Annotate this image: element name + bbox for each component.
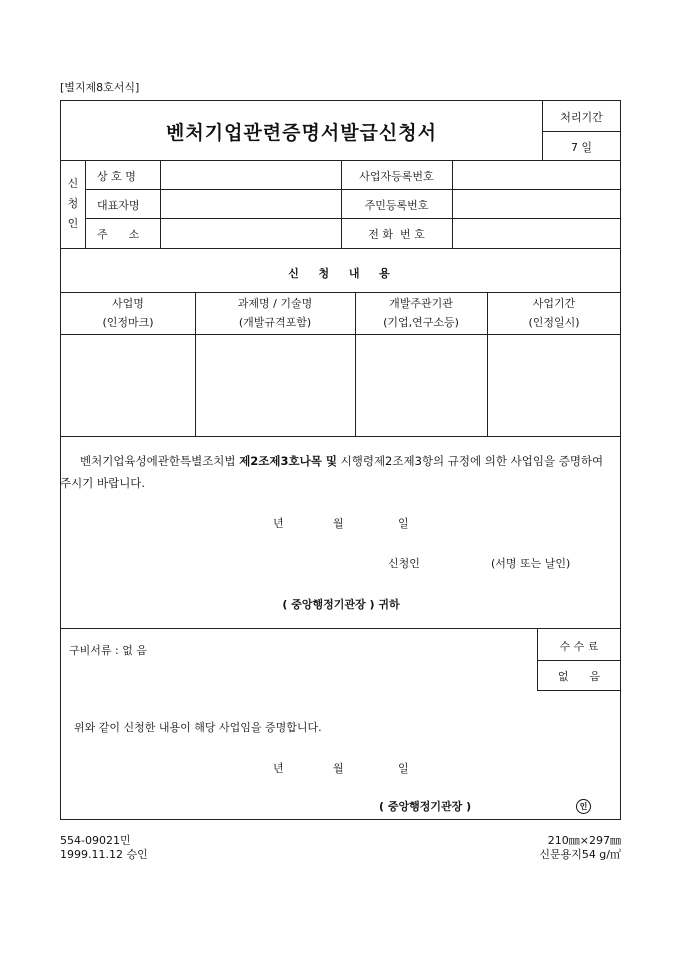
divider [61,248,621,249]
cert-date-month-label: 월 [333,762,344,775]
application-form [60,100,621,820]
divider [160,160,161,248]
divider [85,189,621,190]
divider [85,160,86,248]
statement-text-1: 벤처기업육성에관한특별조치법 [80,454,240,468]
divider [61,436,621,437]
cert-date-year-label: 년 [273,762,284,775]
applicant-side-label-2: 청 [67,197,79,210]
divider [61,334,621,335]
divider [537,660,621,661]
processing-period-value: 7 일 [570,141,593,154]
form-code: [별지제8호서식] [60,81,140,94]
fee-value: 없 음 [557,670,601,683]
section-title: 신 청 내 용 [288,267,394,280]
divider [537,690,621,691]
form-title: 벤처기업관련증명서발급신청서 [166,122,437,144]
addressee: ( 중앙행정기관장 ) 귀하 [282,598,400,611]
footer-paper-type: 신문용지54 g/㎡ [539,848,621,861]
col-subheader-project: (개발규격포함) [238,316,312,329]
resident-reg-no-label: 주민등록번호 [364,199,429,212]
cert-date-day-label: 일 [398,762,409,775]
divider [61,292,621,293]
address-label: 주 소 [97,228,140,241]
divider [452,160,453,248]
date-month-label: 월 [333,517,344,530]
applicant-sign-label: 신청인 [388,557,420,570]
required-documents: 구비서류 : 없 음 [69,644,147,657]
signature-note: (서명 또는 날인) [491,557,571,570]
phone-label: 전 화 번 호 [368,228,425,241]
col-header-organization: 개발주관기관 [389,297,453,310]
statement-paragraph [60,450,616,494]
footer-paper-size: 210㎜×297㎜ [547,834,621,847]
issuer: ( 중앙행정기관장 ) [379,800,472,813]
col-subheader-business: (인정마크) [102,316,154,329]
footer-approval: 1999.11.12 승인 [60,848,148,861]
col-header-business: 사업명 [112,297,144,310]
col-header-project: 과제명 / 기술명 [237,297,313,310]
company-name-label: 상 호 명 [97,170,136,183]
business-reg-no-label: 사업자등록번호 [359,170,434,183]
applicant-side-label-3: 인 [67,217,79,230]
date-year-label: 년 [273,517,284,530]
col-header-period: 사업기간 [532,297,576,310]
certification-text: 위와 같이 신청한 내용이 해당 사업임을 증명합니다. [74,721,322,734]
processing-period-label: 처리기간 [560,111,603,124]
col-subheader-organization: (기업,연구소등) [383,316,459,329]
divider [85,218,621,219]
footer-form-number: 554-09021민 [60,834,131,847]
applicant-side-label-1: 신 [67,177,79,190]
fee-label: 수 수 료 [559,640,599,653]
divider [542,131,621,132]
statement-text-2: 시행령제2조제3항의 규정에 의한 사업임을 증명하여 주시기 바랍니다. [60,454,604,490]
statement-text-bold: 제2조제3호나목 및 [239,454,337,468]
date-day-label: 일 [398,517,409,530]
col-subheader-period: (인정일시) [528,316,580,329]
representative-label: 대표자명 [97,199,140,212]
seal-icon: 인 [576,799,591,814]
